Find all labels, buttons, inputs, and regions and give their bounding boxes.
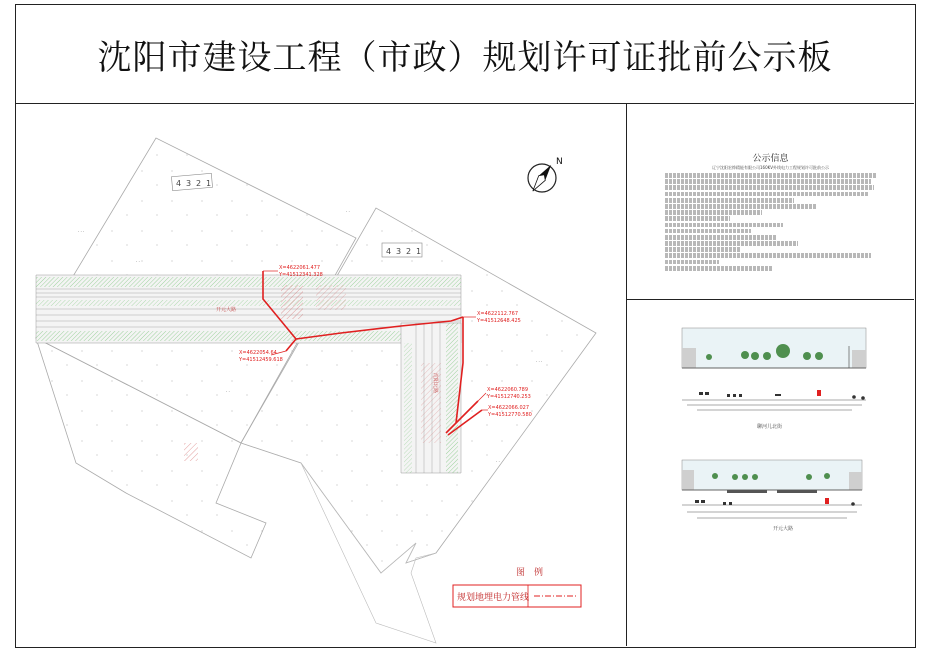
coord-label-3-x: X=4622054.64 xyxy=(239,350,277,356)
notice-board xyxy=(15,4,916,648)
legend-title: 图 例 xyxy=(516,568,544,578)
road-label-2: 沈阳北路 xyxy=(432,373,438,394)
svg-text:2: 2 xyxy=(406,247,412,256)
notice-body xyxy=(665,173,880,272)
hatch-zone-1 xyxy=(281,285,303,319)
legend-box xyxy=(453,585,581,607)
svg-text:· ·: · · xyxy=(346,209,350,214)
svg-text:1: 1 xyxy=(416,247,422,256)
svg-text:N: N xyxy=(556,157,563,167)
coord-label-2-y: Y=41512648.425 xyxy=(477,318,521,324)
notice-panel xyxy=(627,103,914,300)
legend-item-label: 规划地埋电力管线 xyxy=(457,593,530,603)
coord-label-4-x: X=4622060.789 xyxy=(487,387,529,393)
site-plan-drawing xyxy=(16,103,626,646)
coord-label-1-y: Y=41512341.328 xyxy=(279,272,323,278)
svg-text:3: 3 xyxy=(186,179,192,188)
cross-section-panel xyxy=(627,300,914,646)
coord-label-1-x: X=4622061.477 xyxy=(279,265,321,271)
svg-text:3: 3 xyxy=(396,247,402,256)
svg-text:· ·: · · xyxy=(496,459,500,464)
svg-text:· · ·: · · · xyxy=(78,229,85,234)
cross-section-2 xyxy=(682,460,862,532)
coord-label-3-y: Y=41512459.618 xyxy=(239,357,283,363)
svg-text:1: 1 xyxy=(206,179,212,188)
coord-label-5-y: Y=41512770.580 xyxy=(488,412,532,418)
svg-text:· ·: · · xyxy=(226,389,230,394)
site-plan xyxy=(16,103,627,646)
coord-label-4-y: Y=41512740.253 xyxy=(487,394,531,400)
cross-section-2-label: 开元大路 xyxy=(773,526,794,532)
cross-section-drawings xyxy=(627,300,914,646)
svg-text:2: 2 xyxy=(196,179,202,188)
cross-section-1 xyxy=(682,328,866,430)
board-title: 沈阳市建设工程（市政）规划许可证批前公示板 xyxy=(16,5,914,104)
svg-text:4: 4 xyxy=(386,247,392,256)
north-arrow-icon xyxy=(528,157,563,193)
svg-text:· · ·: · · · xyxy=(536,359,543,364)
sheet-numbers-2 xyxy=(382,243,422,257)
svg-text:· ·: · · xyxy=(136,259,140,264)
coord-label-2-x: X=4622112.767 xyxy=(477,311,519,317)
notice-subtitle: 辽宁沈阳宏烨精能有限公司160KV外线电力工程规划许可批前公示 xyxy=(712,165,829,170)
svg-text:4: 4 xyxy=(176,179,182,188)
notice-title: 公示信息 xyxy=(752,154,789,164)
road-label-1: 开元大路 xyxy=(216,307,237,313)
cross-section-1-label: 聊河儿北街 xyxy=(757,424,783,430)
coord-label-5-x: X=4622066.027 xyxy=(488,405,530,411)
